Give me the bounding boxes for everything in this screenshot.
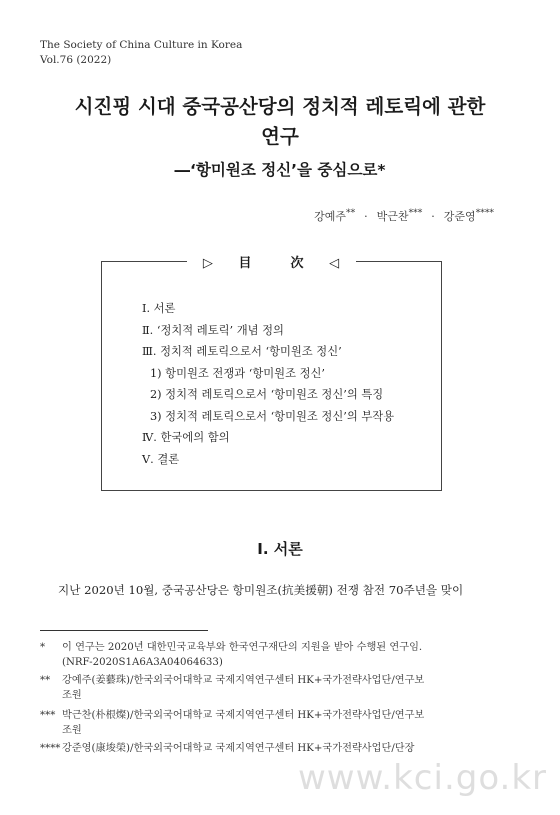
footnote-mark: * — [40, 642, 46, 653]
journal-volume: Vol.76 (2022) — [40, 54, 112, 66]
footnote-mark: *** — [40, 710, 56, 721]
author-2: 박근찬*** — [376, 207, 423, 223]
journal-name: The Society of China Culture in Korea — [40, 39, 243, 51]
paper-title-line-1: 시진핑 시대 중국공산당의 정치적 레토릭에 관한 — [74, 95, 486, 118]
author-3: 강준영**** — [443, 207, 494, 223]
table-of-contents — [101, 256, 442, 491]
toc-heading-left: 目 — [238, 256, 253, 271]
toc-heading — [102, 252, 441, 271]
triangle-left-icon: ◁ — [321, 256, 348, 271]
footnote-text: 박근찬(朴根燦)/한국외국어대학교 국제지역연구센터 HK+국가전략사업단/연구보 — [62, 710, 425, 721]
footnote-text: 조원 — [62, 690, 82, 701]
footnote-text: (NRF-2020S1A6A3A04064633) — [62, 657, 223, 668]
footnote-text: 조원 — [62, 725, 82, 736]
footnote-mark: ** — [40, 675, 51, 686]
toc-heading-right: 次 — [290, 256, 305, 271]
paper-title-line-2: 연구 — [261, 125, 299, 148]
paper-title — [30, 92, 530, 152]
journal-header — [40, 38, 242, 68]
footnote-mark: **** — [40, 743, 61, 754]
body-paragraph: 지난 2020년 10월, 중국공산당은 항미원조(抗美援朝) 전쟁 참전 70주년을 맞이 — [58, 583, 464, 597]
toc-item: Ⅲ. 정치적 레토릭으로서 ‘항미원조 정신’ — [142, 345, 342, 358]
footnote-text: 이 연구는 2020년 대한민국교육부와 한국연구재단의 지원을 받아 수행된 연구임. — [62, 642, 423, 653]
footnote — [40, 640, 520, 670]
footnote — [40, 708, 520, 738]
footnote-divider — [40, 630, 208, 631]
author-1: 강예주** — [314, 207, 356, 223]
toc-item: Ⅴ. 결론 — [142, 452, 180, 466]
toc-item: Ⅱ. ‘정치적 레토릭’ 개념 정의 — [142, 323, 284, 337]
toc-item: Ⅳ. 한국에의 함의 — [142, 431, 230, 444]
footnote-text: 강준영(康埈榮)/한국외국어대학교 국제지역연구센터 HK+국가전략사업단/단장 — [62, 743, 415, 754]
watermark: www.kci.go.kr — [298, 758, 548, 798]
toc-subitem: 1) 항미원조 전쟁과 ‘항미원조 정신’ — [150, 366, 326, 380]
author-separator: · — [431, 209, 435, 223]
toc-list — [142, 298, 394, 470]
toc-item: Ⅰ. 서론 — [142, 302, 176, 315]
footnote — [40, 741, 520, 756]
section-heading: Ⅰ. 서론 — [257, 540, 303, 558]
toc-subitem: 3) 정치적 레토릭으로서 ‘항미원조 정신’의 부작용 — [150, 409, 395, 423]
paper-subtitle: ―‘항미원조 정신’을 중심으로* — [174, 161, 386, 179]
footnote-text: 강예주(姜藝珠)/한국외국어대학교 국제지역연구센터 HK+국가전략사업단/연구보 — [62, 675, 425, 686]
author-separator: · — [364, 209, 368, 223]
triangle-right-icon: ▷ — [195, 256, 222, 271]
author-list — [314, 207, 494, 224]
toc-subitem: 2) 정치적 레토릭으로서 ‘항미원조 정신’의 특징 — [150, 388, 384, 401]
footnote — [40, 673, 520, 703]
